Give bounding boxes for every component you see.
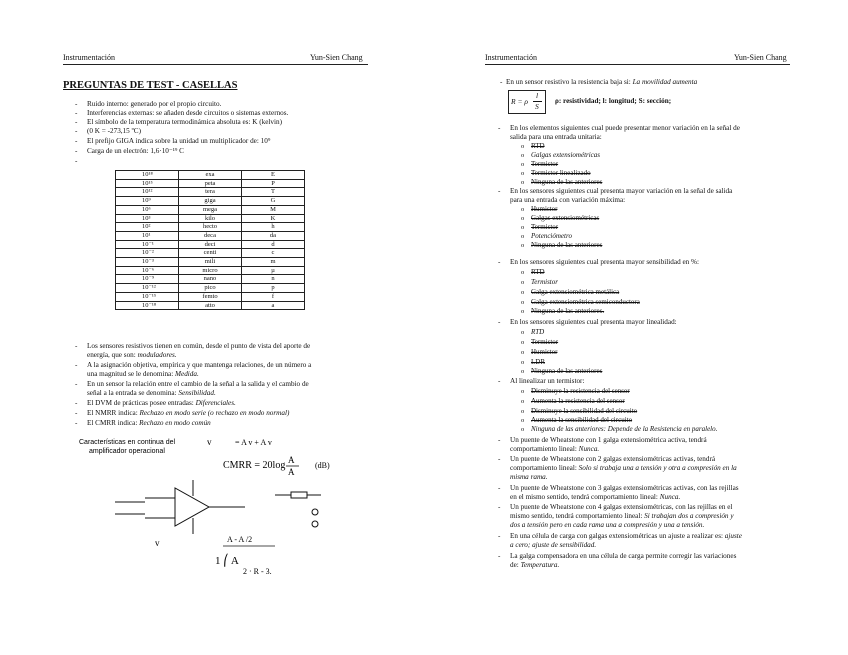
right-page: [424, 0, 848, 655]
fig-caption-2: amplificador operacional: [89, 448, 165, 455]
svg-text:1 ⎛ A: 1 ⎛ A: [215, 555, 239, 567]
list-item-cont: salida para una entrada unitaria:: [510, 133, 602, 141]
table-row: [116, 249, 305, 258]
table-row: [116, 258, 305, 267]
table-row: [116, 292, 305, 301]
list-item: - El símbolo de la temperatura termodinámica absoluta es: K (kelvin): [75, 118, 282, 126]
table-row: [116, 179, 305, 188]
list-item: - Un puente de Wheatstone con 4 galgas extensiométricas, con las rejillas en el: [498, 503, 733, 511]
formula-desc: ρ: resistividad; l: longitud; S: sección;: [555, 97, 672, 105]
table-cell: d: [242, 240, 305, 249]
table-row: [116, 275, 305, 284]
list-item: - El DVM de prácticas posee entradas: Diferenciales.: [75, 399, 236, 407]
option-item: o Galga extensiométrica metálica: [521, 288, 620, 296]
table-cell: T: [242, 188, 305, 197]
option-item: o Termistor: [521, 223, 559, 231]
table-row: [116, 301, 305, 310]
option-item: o Disminuye la sensibilidad del circuito: [521, 407, 638, 415]
table-row: [116, 223, 305, 232]
left-page: Instrumentación Yun-Sien Chang PREGUNTAS DE TEST - CASELLAS - Ruido interno: generado por el propio circuito. - Interferencias externas: se añaden desde circuitos o sistemas externos. - El símbolo de la temperatura termodinámica absoluta es: K (kelvin) - (0 K = -273,15 ºC) - El prefijo GIGA indica sobre la unidad un multiplicador de: 10⁹ - Carga de un electrón: 1,6·10⁻¹⁹ C - 10¹⁸ exa E 10¹⁵ peta P 10¹² tera T 10⁹ giga G 10⁶ mega M 10³ kilo K 10² hecto h 10¹ deca da 10⁻¹ deci d 10⁻² centi c 10⁻³ mili m 10⁻⁶ micro µ 10⁻⁹ nano n 10⁻¹² pico p 10⁻¹⁵ femto f 10⁻¹⁸ atto a - Los sensores resistivos tienen en común, desde el punto de vista del aporte de energía, que son: moduladores. - A la asignación objetiva, empírica y que mantenga relaciones, de un número a una magnitud se le denomina: Medida. - En un sensor la relación entre el cambio de la señal a la salida y el cambio de señal a la entrada se denomina: Sensibilidad. - El DVM de prácticas posee entradas: Diferenciales. - El NMRR indica: Rechazo en modo serie (o rechazo en modo normal) - El CMRR indica: Rechazo en modo común Características en continua del amplificador operacional v = A v + A v CMRR = 20log A A (dB) v A - A /2 1 ⎛ A 2 · R - 3.: [0, 0, 424, 655]
header-right-title: Instrumentación: [485, 53, 537, 62]
option-item: o Termistor: [521, 160, 559, 168]
table-cell: 10¹²: [116, 188, 179, 197]
svg-text:= A v + A v: = A v + A v: [235, 438, 272, 447]
list-item: - La galga compensadora en una célula de carga permite corregir las variaciones: [498, 552, 737, 560]
table-row: [116, 240, 305, 249]
table-cell: 10⁻⁶: [116, 266, 179, 275]
fig-db: (dB): [315, 461, 330, 470]
list-item: - En un sensor la relación entre el cambio de la señal a la salida y el cambio de: [75, 380, 309, 388]
option-item: o Ninguna de las anteriores.: [521, 307, 605, 315]
table-cell: a: [242, 301, 305, 310]
header-left-author: Yun-Sien Chang: [310, 53, 363, 62]
option-item: o Potenciómetro: [521, 232, 572, 240]
header-rule: [485, 64, 790, 65]
table-cell: 10⁻¹: [116, 240, 179, 249]
table-cell: deca: [179, 231, 242, 240]
table-cell: da: [242, 231, 305, 240]
header-right-author: Yun-Sien Chang: [734, 53, 787, 62]
table-cell: femto: [179, 292, 242, 301]
table-cell: exa: [179, 171, 242, 180]
table-cell: hecto: [179, 223, 242, 232]
table-cell: 10³: [116, 214, 179, 223]
option-item: o Aumenta la resistencia del sensor: [521, 397, 625, 405]
table-row: [116, 214, 305, 223]
svg-text:2 · R - 3.: 2 · R - 3.: [243, 567, 272, 576]
table-cell: E: [242, 171, 305, 180]
list-item: - En una célula de carga con galgas extensiométricas un ajuste a realizar es: ajuste: [498, 532, 742, 540]
list-item: - Un puente de Wheatstone con 1 galga extensiométrica activa, tendrá: [498, 436, 707, 444]
table-cell: mega: [179, 205, 242, 214]
table-row: [116, 205, 305, 214]
table-row: [116, 266, 305, 275]
list-item: - Ruido interno: generado por el propio circuito.: [75, 100, 222, 108]
table-cell: K: [242, 214, 305, 223]
table-cell: 10⁻¹⁵: [116, 292, 179, 301]
option-item: o Termistor: [521, 278, 558, 286]
table-cell: atto: [179, 301, 242, 310]
list-item-cont: dos a tensión pero en cada rama una a compresión y una a tensión.: [510, 521, 705, 529]
list-item: - En los elementos siguientes cual puede presentar menor variación en la señal de: [498, 124, 740, 132]
resistance-formula: R = ρ l S: [508, 90, 546, 114]
list-item: - El CMRR indica: Rechazo en modo común: [75, 419, 211, 427]
table-cell: tera: [179, 188, 242, 197]
option-item: o Humistor: [521, 205, 558, 213]
opamp-figure: [75, 436, 335, 576]
table-cell: m: [242, 258, 305, 267]
list-item-cont: señal a la entrada se denomina: Sensibilidad.: [87, 389, 216, 397]
list-item-cont: en el mismo sentido, tendrá comportamiento lineal: Nunca.: [510, 493, 681, 501]
list-item: - Carga de un electrón: 1,6·10⁻¹⁹ C: [75, 147, 184, 155]
option-item: o Ninguna de las anteriores: Depende de la Resistencia en paralelo.: [521, 425, 718, 433]
list-item: - El prefijo GIGA indica sobre la unidad un multiplicador de: 10⁹: [75, 137, 271, 145]
table-cell: 10⁹: [116, 197, 179, 206]
list-item: - Los sensores resistivos tienen en común, desde el punto de vista del aporte de: [75, 342, 311, 350]
prefix-table: [115, 170, 305, 310]
list-item: - El NMRR indica: Rechazo en modo serie (o rechazo en modo normal): [75, 409, 290, 417]
option-item: o Termistor: [521, 338, 559, 346]
table-cell: 10⁻³: [116, 258, 179, 267]
list-item-cont: a cero; ajuste de sensibilidad.: [510, 541, 597, 549]
list-item: - A la asignación objetiva, empírica y que mantenga relaciones, de un número a: [75, 361, 312, 369]
table-row: [116, 231, 305, 240]
table-row: [116, 171, 305, 180]
opamp-symbol: [175, 488, 209, 526]
list-item-cont: de: Temperatura.: [510, 561, 560, 569]
table-cell: 10⁻²: [116, 249, 179, 258]
table-cell: centi: [179, 249, 242, 258]
option-item: o Ninguna de las anteriores: [521, 241, 603, 249]
table-cell: h: [242, 223, 305, 232]
list-item: - (0 K = -273,15 ºC): [75, 127, 141, 135]
fig-ad: A: [288, 455, 295, 465]
list-item-cont: una magnitud se le denomina: Medida.: [87, 370, 199, 378]
table-cell: 10⁻⁹: [116, 275, 179, 284]
table-cell: kilo: [179, 214, 242, 223]
list-item: - Al linealizar un termistor:: [498, 377, 585, 385]
option-item: o LDR: [521, 358, 545, 366]
table-cell: peta: [179, 179, 242, 188]
fig-formula: A - A /2: [227, 535, 253, 544]
table-cell: 10¹⁵: [116, 179, 179, 188]
table-cell: giga: [179, 197, 242, 206]
list-item: - En los sensores siguientes cual presenta mayor variación en la señal de salida: [498, 187, 733, 195]
list-item-cont: comportamiento lineal: Nunca.: [510, 445, 600, 453]
table-cell: f: [242, 292, 305, 301]
list-item-cont: comportamiento lineal: Solo si trabaja una a tensión y otra a compresión en la: [510, 464, 737, 472]
table-cell: deci: [179, 240, 242, 249]
table-row: [116, 284, 305, 293]
option-item: o Humistor: [521, 348, 558, 356]
table-cell: 10⁻¹²: [116, 284, 179, 293]
option-item: o Galgas extensiométricas: [521, 214, 600, 222]
table-cell: 10⁶: [116, 205, 179, 214]
table-cell: 10¹⁸: [116, 171, 179, 180]
list-item-cont: mismo sentido, tendrá comportamiento lineal: Si trabajan dos a compresión y: [510, 512, 734, 520]
table-row: [116, 188, 305, 197]
list-item-cont: energía, que son: moduladores.: [87, 351, 177, 359]
table-row: [116, 197, 305, 206]
fig-vo: v: [207, 437, 212, 447]
page-title: PREGUNTAS DE TEST - CASELLAS: [63, 80, 238, 91]
option-item: o Ninguna de las anteriores: [521, 367, 603, 375]
table-cell: p: [242, 284, 305, 293]
list-item: - Un puente de Wheatstone con 2 galgas extensiométricas activas, tendrá: [498, 455, 716, 463]
fig-caption-1: Características en continua del: [79, 439, 176, 446]
option-item: o RTD: [521, 328, 545, 336]
option-item: o RTD: [521, 268, 545, 276]
list-item: - En los sensores siguientes cual presenta mayor sensibilidad en %:: [498, 258, 700, 266]
table-cell: µ: [242, 266, 305, 275]
table-cell: 10²: [116, 223, 179, 232]
list-item: - Interferencias externas: se añaden desde circuitos o sistemas externos.: [75, 109, 289, 117]
header-rule: [63, 64, 368, 65]
option-item: o RTD: [521, 142, 545, 150]
table-cell: micro: [179, 266, 242, 275]
table-cell: G: [242, 197, 305, 206]
option-item: o Disminuye la resistencia del sensor: [521, 387, 630, 395]
fig-vo2: v: [155, 538, 160, 548]
list-item-cont: para una entrada con variación máxima:: [510, 196, 626, 204]
list-item: - Un puente de Wheatstone con 3 galgas extensiométricas activas, con las rejillas: [498, 484, 739, 492]
fig-cmrr: CMRR = 20log: [223, 460, 286, 471]
table-cell: mili: [179, 258, 242, 267]
table-cell: 10⁻¹⁸: [116, 301, 179, 310]
header-left-title: Instrumentación: [63, 53, 115, 62]
option-item: o Aumenta la sensibilidad del circuito: [521, 416, 633, 424]
table-cell: P: [242, 179, 305, 188]
list-item: - En los sensores siguientes cual presenta mayor linealidad:: [498, 318, 677, 326]
table-cell: M: [242, 205, 305, 214]
option-item: o Galga extensiométrica semiconductora: [521, 298, 640, 306]
table-cell: pico: [179, 284, 242, 293]
table-cell: 10¹: [116, 231, 179, 240]
table-cell: c: [242, 249, 305, 258]
table-cell: nano: [179, 275, 242, 284]
option-item: o Galgas extensiométricas: [521, 151, 601, 159]
fig-ac: A: [288, 467, 295, 477]
table-cell: n: [242, 275, 305, 284]
list-item-cont: misma rama.: [510, 473, 548, 481]
option-item: o Ninguna de las anteriores: [521, 178, 603, 186]
list-item: - En un sensor resistivo la resistencia baja si: La movilidad aumenta: [500, 78, 698, 86]
option-item: o Termistor linealizado: [521, 169, 591, 177]
